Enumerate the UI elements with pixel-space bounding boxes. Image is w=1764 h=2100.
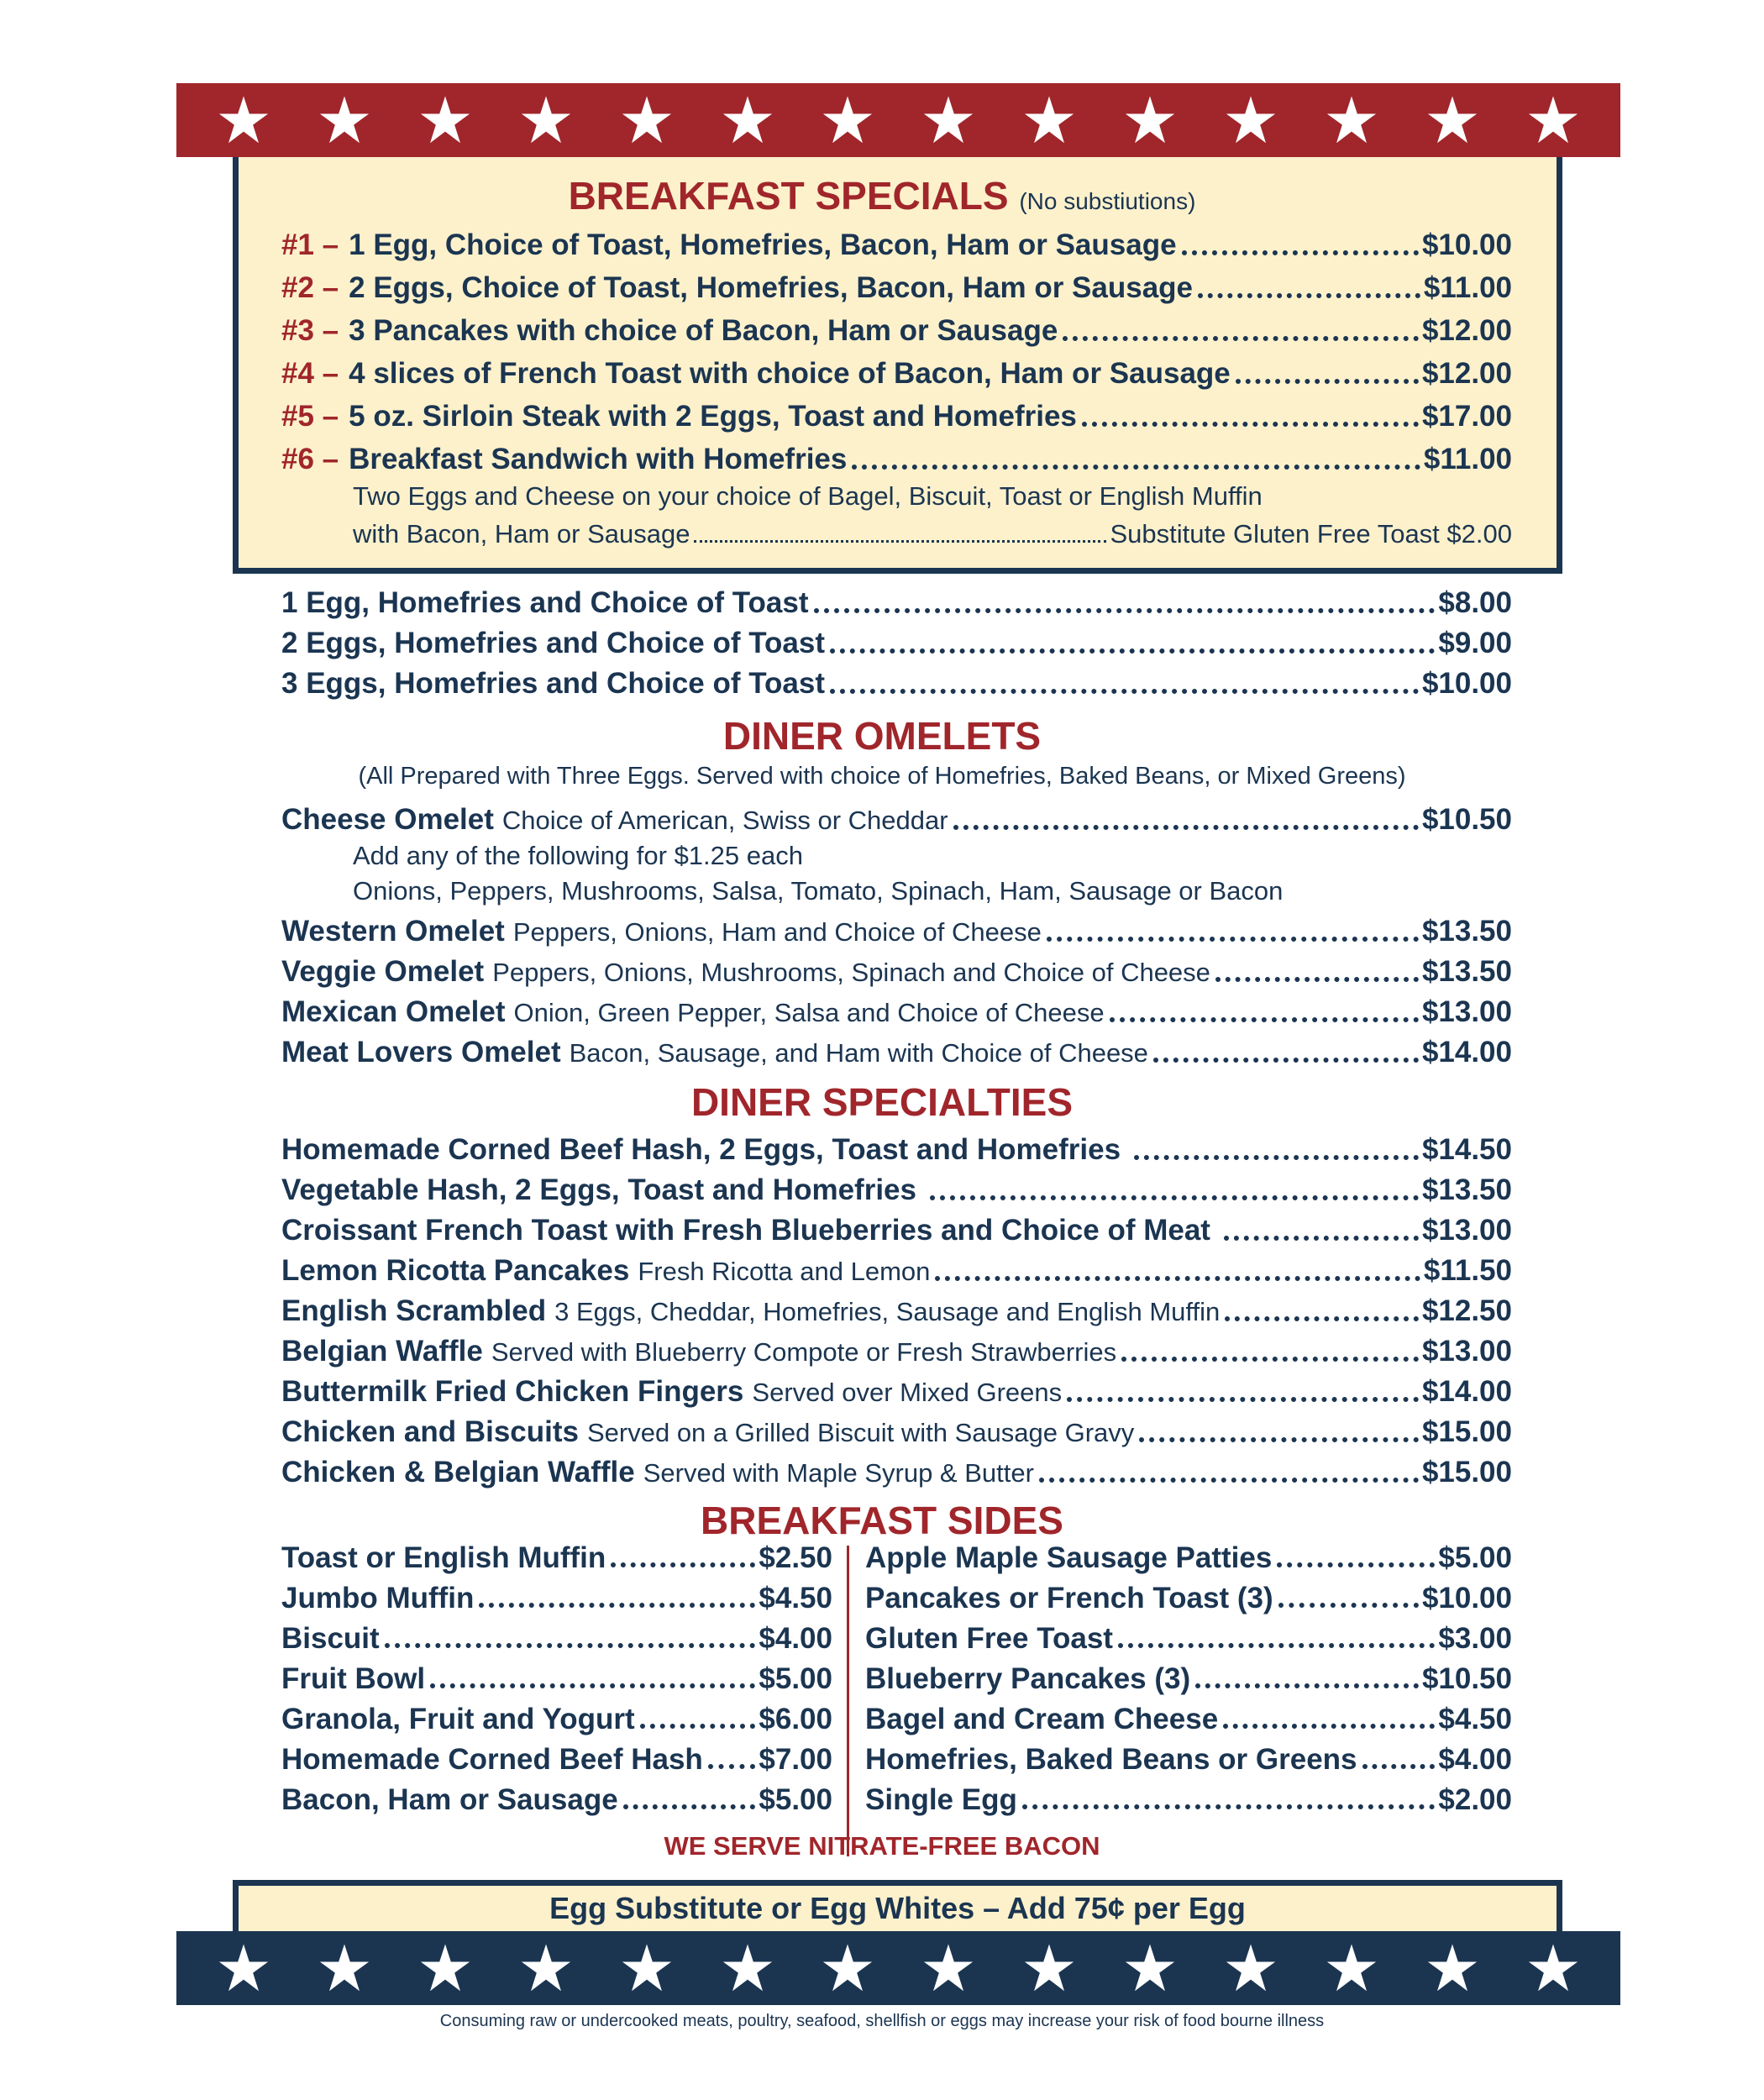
omelet-item xyxy=(281,1032,1512,1073)
side-price: $6.00 xyxy=(759,1703,832,1735)
side-price: $5.00 xyxy=(759,1783,832,1816)
star-icon xyxy=(822,94,874,146)
specialty-item xyxy=(281,1412,1512,1452)
specialty-name: English Scrambled xyxy=(281,1294,547,1327)
dot-leader xyxy=(694,540,1107,543)
omelet-item xyxy=(281,911,1512,952)
special-name: 2 Eggs, Choice of Toast, Homefries, Bacon, Ham or Sausage xyxy=(349,271,1194,304)
omelet-description: Bacon, Sausage, and Ham with Choice of Cheese xyxy=(569,1038,1148,1068)
dot-leader xyxy=(1278,1603,1419,1608)
egg-plate-price: $10.00 xyxy=(1421,667,1512,700)
star-icon xyxy=(822,1942,874,1994)
star-icon xyxy=(1527,94,1579,146)
special-price: $12.00 xyxy=(1421,314,1512,347)
star-icon xyxy=(318,1942,370,1994)
side-item xyxy=(865,1781,1512,1819)
omelet-name: Western Omelet xyxy=(281,915,505,948)
star-icon xyxy=(1023,1942,1075,1994)
special-item xyxy=(281,396,1512,437)
side-item xyxy=(865,1620,1512,1658)
dot-leader xyxy=(1362,1764,1436,1769)
bottom-star-band xyxy=(176,1931,1620,2005)
food-safety-disclaimer: Consuming raw or undercooked meats, poultry, seafood, shellfish or eggs may increase your risk of food bourne illness xyxy=(439,2012,1325,2030)
side-price: $10.50 xyxy=(1421,1662,1512,1695)
star-icon xyxy=(218,1942,270,1994)
omelet-price: $13.50 xyxy=(1421,955,1512,988)
omelet-description: Onion, Green Pepper, Salsa and Choice of Cheese xyxy=(513,998,1105,1027)
side-price: $2.00 xyxy=(1438,1783,1512,1816)
specialty-item xyxy=(281,1452,1512,1493)
star-icon xyxy=(1426,1942,1478,1994)
sides-column-divider xyxy=(847,1546,849,1856)
side-item xyxy=(281,1539,832,1578)
specialty-name: Lemon Ricotta Pancakes xyxy=(281,1254,630,1287)
side-name: Granola, Fruit and Yogurt xyxy=(281,1703,635,1735)
side-item xyxy=(865,1539,1512,1578)
specialty-description: 3 Eggs, Cheddar, Homefries, Sausage and English Muffin xyxy=(554,1297,1221,1326)
specialty-price: $11.50 xyxy=(1423,1254,1512,1287)
dot-leader xyxy=(1277,1562,1435,1567)
side-price: $4.00 xyxy=(759,1622,832,1655)
omelet-addon-list: Onions, Peppers, Mushrooms, Salsa, Tomato, Spinach, Ham, Sausage or Bacon xyxy=(353,876,1284,906)
special-price: $11.00 xyxy=(1423,271,1512,304)
omelet-price: $13.00 xyxy=(1421,995,1512,1028)
side-name: Homefries, Baked Beans or Greens xyxy=(865,1743,1357,1776)
specialty-description: Served with Blueberry Compote or Fresh Strawberries xyxy=(491,1337,1117,1367)
star-icon xyxy=(1124,94,1176,146)
star-icon xyxy=(218,94,270,146)
specialty-name: Buttermilk Fried Chicken Fingers xyxy=(281,1375,744,1408)
dot-leader xyxy=(1236,379,1419,384)
dot-leader xyxy=(1225,1316,1419,1321)
dot-leader xyxy=(1047,937,1419,942)
special-item xyxy=(281,225,1512,265)
special-price: $17.00 xyxy=(1421,400,1512,433)
omelet-price: $10.50 xyxy=(1421,803,1512,836)
star-icon xyxy=(1023,94,1075,146)
omelet-description: Peppers, Onions, Ham and Choice of Cheese xyxy=(512,917,1042,947)
dot-leader xyxy=(1039,1478,1419,1483)
dot-leader xyxy=(930,1195,1419,1200)
omelet-description: Peppers, Onions, Mushrooms, Spinach and Choice of Cheese xyxy=(492,958,1210,987)
sandwich-description-line2 xyxy=(353,517,1512,552)
special-price: $11.00 xyxy=(1423,443,1512,475)
specialty-name: Croissant French Toast with Fresh Blueberries and Choice of Meat xyxy=(281,1214,1210,1247)
star-icon xyxy=(922,94,974,146)
side-name: Toast or English Muffin xyxy=(281,1541,606,1574)
special-name: 5 oz. Sirloin Steak with 2 Eggs, Toast and Homefries xyxy=(349,400,1077,433)
special-number: #4 – xyxy=(281,357,339,390)
side-item xyxy=(281,1700,832,1739)
star-icon xyxy=(722,94,774,146)
special-number: #6 – xyxy=(281,443,339,475)
side-item xyxy=(281,1740,832,1779)
omelet-item xyxy=(281,800,1512,840)
side-item xyxy=(281,1620,832,1658)
specialty-name: Homemade Corned Beef Hash, 2 Eggs, Toast and Homefries xyxy=(281,1133,1121,1166)
side-item xyxy=(865,1700,1512,1739)
dot-leader xyxy=(1067,1397,1419,1402)
specialty-item xyxy=(281,1210,1512,1251)
side-item xyxy=(865,1740,1512,1779)
dot-leader xyxy=(830,689,1419,694)
dot-leader xyxy=(953,825,1419,830)
side-name: Biscuit xyxy=(281,1622,380,1655)
side-price: $5.00 xyxy=(1438,1541,1512,1574)
special-item xyxy=(281,311,1512,351)
dot-leader xyxy=(1110,1017,1419,1022)
dot-leader xyxy=(935,1276,1420,1281)
dot-leader xyxy=(1139,1437,1419,1442)
special-number: #5 – xyxy=(281,400,339,433)
dot-leader xyxy=(708,1764,756,1769)
specialty-price: $13.50 xyxy=(1421,1173,1512,1206)
dot-leader xyxy=(830,648,1435,654)
sandwich-meat-choice: with Bacon, Ham or Sausage xyxy=(353,519,690,549)
side-name: Bagel and Cream Cheese xyxy=(865,1703,1219,1735)
side-name: Single Egg xyxy=(865,1783,1017,1816)
dot-leader xyxy=(1224,1236,1419,1241)
dot-leader xyxy=(623,1804,756,1809)
omelet-price: $14.00 xyxy=(1421,1036,1512,1068)
star-icon xyxy=(318,94,370,146)
omelet-price: $13.50 xyxy=(1421,915,1512,948)
specialty-item xyxy=(281,1291,1512,1331)
omelet-name: Veggie Omelet xyxy=(281,955,485,988)
dot-leader xyxy=(1198,293,1420,298)
sandwich-description: Two Eggs and Cheese on your choice of Bagel, Biscuit, Toast or English Muffin xyxy=(353,481,1263,511)
side-item xyxy=(865,1579,1512,1618)
egg-plate-price: $8.00 xyxy=(1438,586,1512,619)
star-icon xyxy=(419,94,471,146)
specialty-name: Vegetable Hash, 2 Eggs, Toast and Homefries xyxy=(281,1173,916,1206)
omelet-item xyxy=(281,952,1512,992)
specialty-item xyxy=(281,1130,1512,1170)
specialty-price: $13.00 xyxy=(1421,1214,1512,1247)
breakfast-specials-title xyxy=(0,172,1764,225)
star-icon xyxy=(1326,94,1378,146)
star-icon xyxy=(621,94,673,146)
dot-leader xyxy=(479,1603,755,1608)
star-icon xyxy=(1225,94,1277,146)
dot-leader xyxy=(611,1562,755,1567)
omelet-name: Cheese Omelet xyxy=(281,803,494,836)
special-item xyxy=(281,354,1512,394)
no-substitutions-note: (No substiutions) xyxy=(1019,188,1196,214)
specialty-price: $15.00 xyxy=(1421,1456,1512,1488)
special-price: $10.00 xyxy=(1421,228,1512,261)
sides-left-column xyxy=(281,1539,832,1858)
star-icon xyxy=(1326,1942,1378,1994)
specialty-description: Served with Maple Syrup & Butter xyxy=(643,1458,1034,1488)
breakfast-specials-heading: BREAKFAST SPECIALS xyxy=(568,174,1009,218)
side-item xyxy=(281,1660,832,1698)
star-icon xyxy=(922,1942,974,1994)
dot-leader xyxy=(1134,1155,1419,1160)
egg-plate-name: 2 Eggs, Homefries and Choice of Toast xyxy=(281,627,825,659)
specialty-item xyxy=(281,1170,1512,1210)
dot-leader xyxy=(1182,250,1419,255)
egg-plate-item xyxy=(281,664,1512,704)
omelet-name: Meat Lovers Omelet xyxy=(281,1036,561,1068)
dot-leader xyxy=(1223,1724,1435,1729)
diner-specialties-title: DINER SPECIALTIES xyxy=(690,1080,1074,1124)
specialty-name: Chicken and Biscuits xyxy=(281,1415,579,1448)
side-price: $5.00 xyxy=(759,1662,832,1695)
specialty-description: Served over Mixed Greens xyxy=(752,1378,1063,1407)
specialty-name: Belgian Waffle xyxy=(281,1335,483,1368)
special-number: #1 – xyxy=(281,228,339,261)
side-item xyxy=(281,1579,832,1618)
side-item xyxy=(281,1781,832,1819)
specialty-price: $14.00 xyxy=(1421,1375,1512,1408)
special-item xyxy=(281,268,1512,308)
dot-leader xyxy=(385,1643,756,1648)
dot-leader xyxy=(1063,336,1419,341)
special-item xyxy=(281,439,1512,480)
side-name: Pancakes or French Toast (3) xyxy=(865,1582,1273,1614)
top-star-band xyxy=(176,83,1620,157)
special-number: #3 – xyxy=(281,314,339,347)
specialty-price: $15.00 xyxy=(1421,1415,1512,1448)
dot-leader xyxy=(430,1683,755,1688)
star-icon xyxy=(1124,1942,1176,1994)
side-name: Gluten Free Toast xyxy=(865,1622,1113,1655)
special-name: 3 Pancakes with choice of Bacon, Ham or Sausage xyxy=(349,314,1058,347)
specialty-description: Served on a Grilled Biscuit with Sausage Gravy xyxy=(586,1418,1135,1447)
side-price: $7.00 xyxy=(759,1743,832,1776)
special-name: 1 Egg, Choice of Toast, Homefries, Bacon, Ham or Sausage xyxy=(349,228,1177,261)
dot-leader xyxy=(1153,1058,1419,1063)
egg-substitute-note: Egg Substitute or Egg Whites – Add 75¢ per Egg xyxy=(233,1880,1562,1931)
star-icon xyxy=(520,94,572,146)
dot-leader xyxy=(1022,1804,1436,1809)
side-price: $4.50 xyxy=(1438,1703,1512,1735)
side-price: $2.50 xyxy=(759,1541,832,1574)
side-price: $4.00 xyxy=(1438,1743,1512,1776)
special-number: #2 – xyxy=(281,271,339,304)
special-name: Breakfast Sandwich with Homefries xyxy=(349,443,848,475)
egg-plate-name: 3 Eggs, Homefries and Choice of Toast xyxy=(281,667,825,700)
side-price: $3.00 xyxy=(1438,1622,1512,1655)
side-name: Fruit Bowl xyxy=(281,1662,426,1695)
special-price: $12.00 xyxy=(1421,357,1512,390)
specialty-item xyxy=(281,1251,1512,1291)
side-name: Apple Maple Sausage Patties xyxy=(865,1541,1273,1574)
dot-leader xyxy=(814,608,1436,613)
star-icon xyxy=(1426,94,1478,146)
gluten-free-note: Substitute Gluten Free Toast $2.00 xyxy=(1110,519,1512,549)
egg-plate-item xyxy=(281,623,1512,664)
side-name: Blueberry Pancakes (3) xyxy=(865,1662,1191,1695)
dot-leader xyxy=(1082,422,1419,427)
side-name: Homemade Corned Beef Hash xyxy=(281,1743,703,1776)
side-price: $10.00 xyxy=(1421,1582,1512,1614)
specialty-item xyxy=(281,1372,1512,1412)
specialty-name: Chicken & Belgian Waffle xyxy=(281,1456,635,1488)
sides-right-column xyxy=(865,1539,1512,1858)
side-name: Bacon, Ham or Sausage xyxy=(281,1783,618,1816)
side-name: Jumbo Muffin xyxy=(281,1582,475,1614)
side-item xyxy=(865,1660,1512,1698)
side-price: $4.50 xyxy=(759,1582,832,1614)
star-icon xyxy=(1225,1942,1277,1994)
specialty-item xyxy=(281,1331,1512,1372)
diner-omelets-title: DINER OMELETS xyxy=(722,714,1042,758)
nitrate-free-note: WE SERVE NITRATE-FREE BACON xyxy=(664,1831,1100,1861)
specialty-description: Fresh Ricotta and Lemon xyxy=(638,1257,931,1286)
specialty-price: $13.00 xyxy=(1421,1335,1512,1368)
egg-plate-name: 1 Egg, Homefries and Choice of Toast xyxy=(281,586,809,619)
specialty-price: $14.50 xyxy=(1421,1133,1512,1166)
omelets-note: (All Prepared with Three Eggs. Served with choice of Homefries, Baked Beans, or Mixed Greens) xyxy=(358,763,1406,790)
egg-plate-price: $9.00 xyxy=(1438,627,1512,659)
star-icon xyxy=(1527,1942,1579,1994)
dot-leader xyxy=(1215,977,1419,982)
omelet-name: Mexican Omelet xyxy=(281,995,506,1028)
specialty-price: $12.50 xyxy=(1421,1294,1512,1327)
star-icon xyxy=(621,1942,673,1994)
special-name: 4 slices of French Toast with choice of Bacon, Ham or Sausage xyxy=(349,357,1231,390)
star-icon xyxy=(722,1942,774,1994)
omelet-addon-note: Add any of the following for $1.25 each xyxy=(353,841,803,870)
omelet-description: Choice of American, Swiss or Cheddar xyxy=(501,806,948,835)
omelet-item xyxy=(281,992,1512,1032)
egg-plate-item xyxy=(281,583,1512,623)
dot-leader xyxy=(1195,1683,1419,1688)
dot-leader xyxy=(1121,1357,1419,1362)
dot-leader xyxy=(852,465,1420,470)
breakfast-sides-title: BREAKFAST SIDES xyxy=(701,1499,1063,1542)
dot-leader xyxy=(640,1724,756,1729)
star-icon xyxy=(520,1942,572,1994)
star-icon xyxy=(419,1942,471,1994)
dot-leader xyxy=(1118,1643,1435,1648)
